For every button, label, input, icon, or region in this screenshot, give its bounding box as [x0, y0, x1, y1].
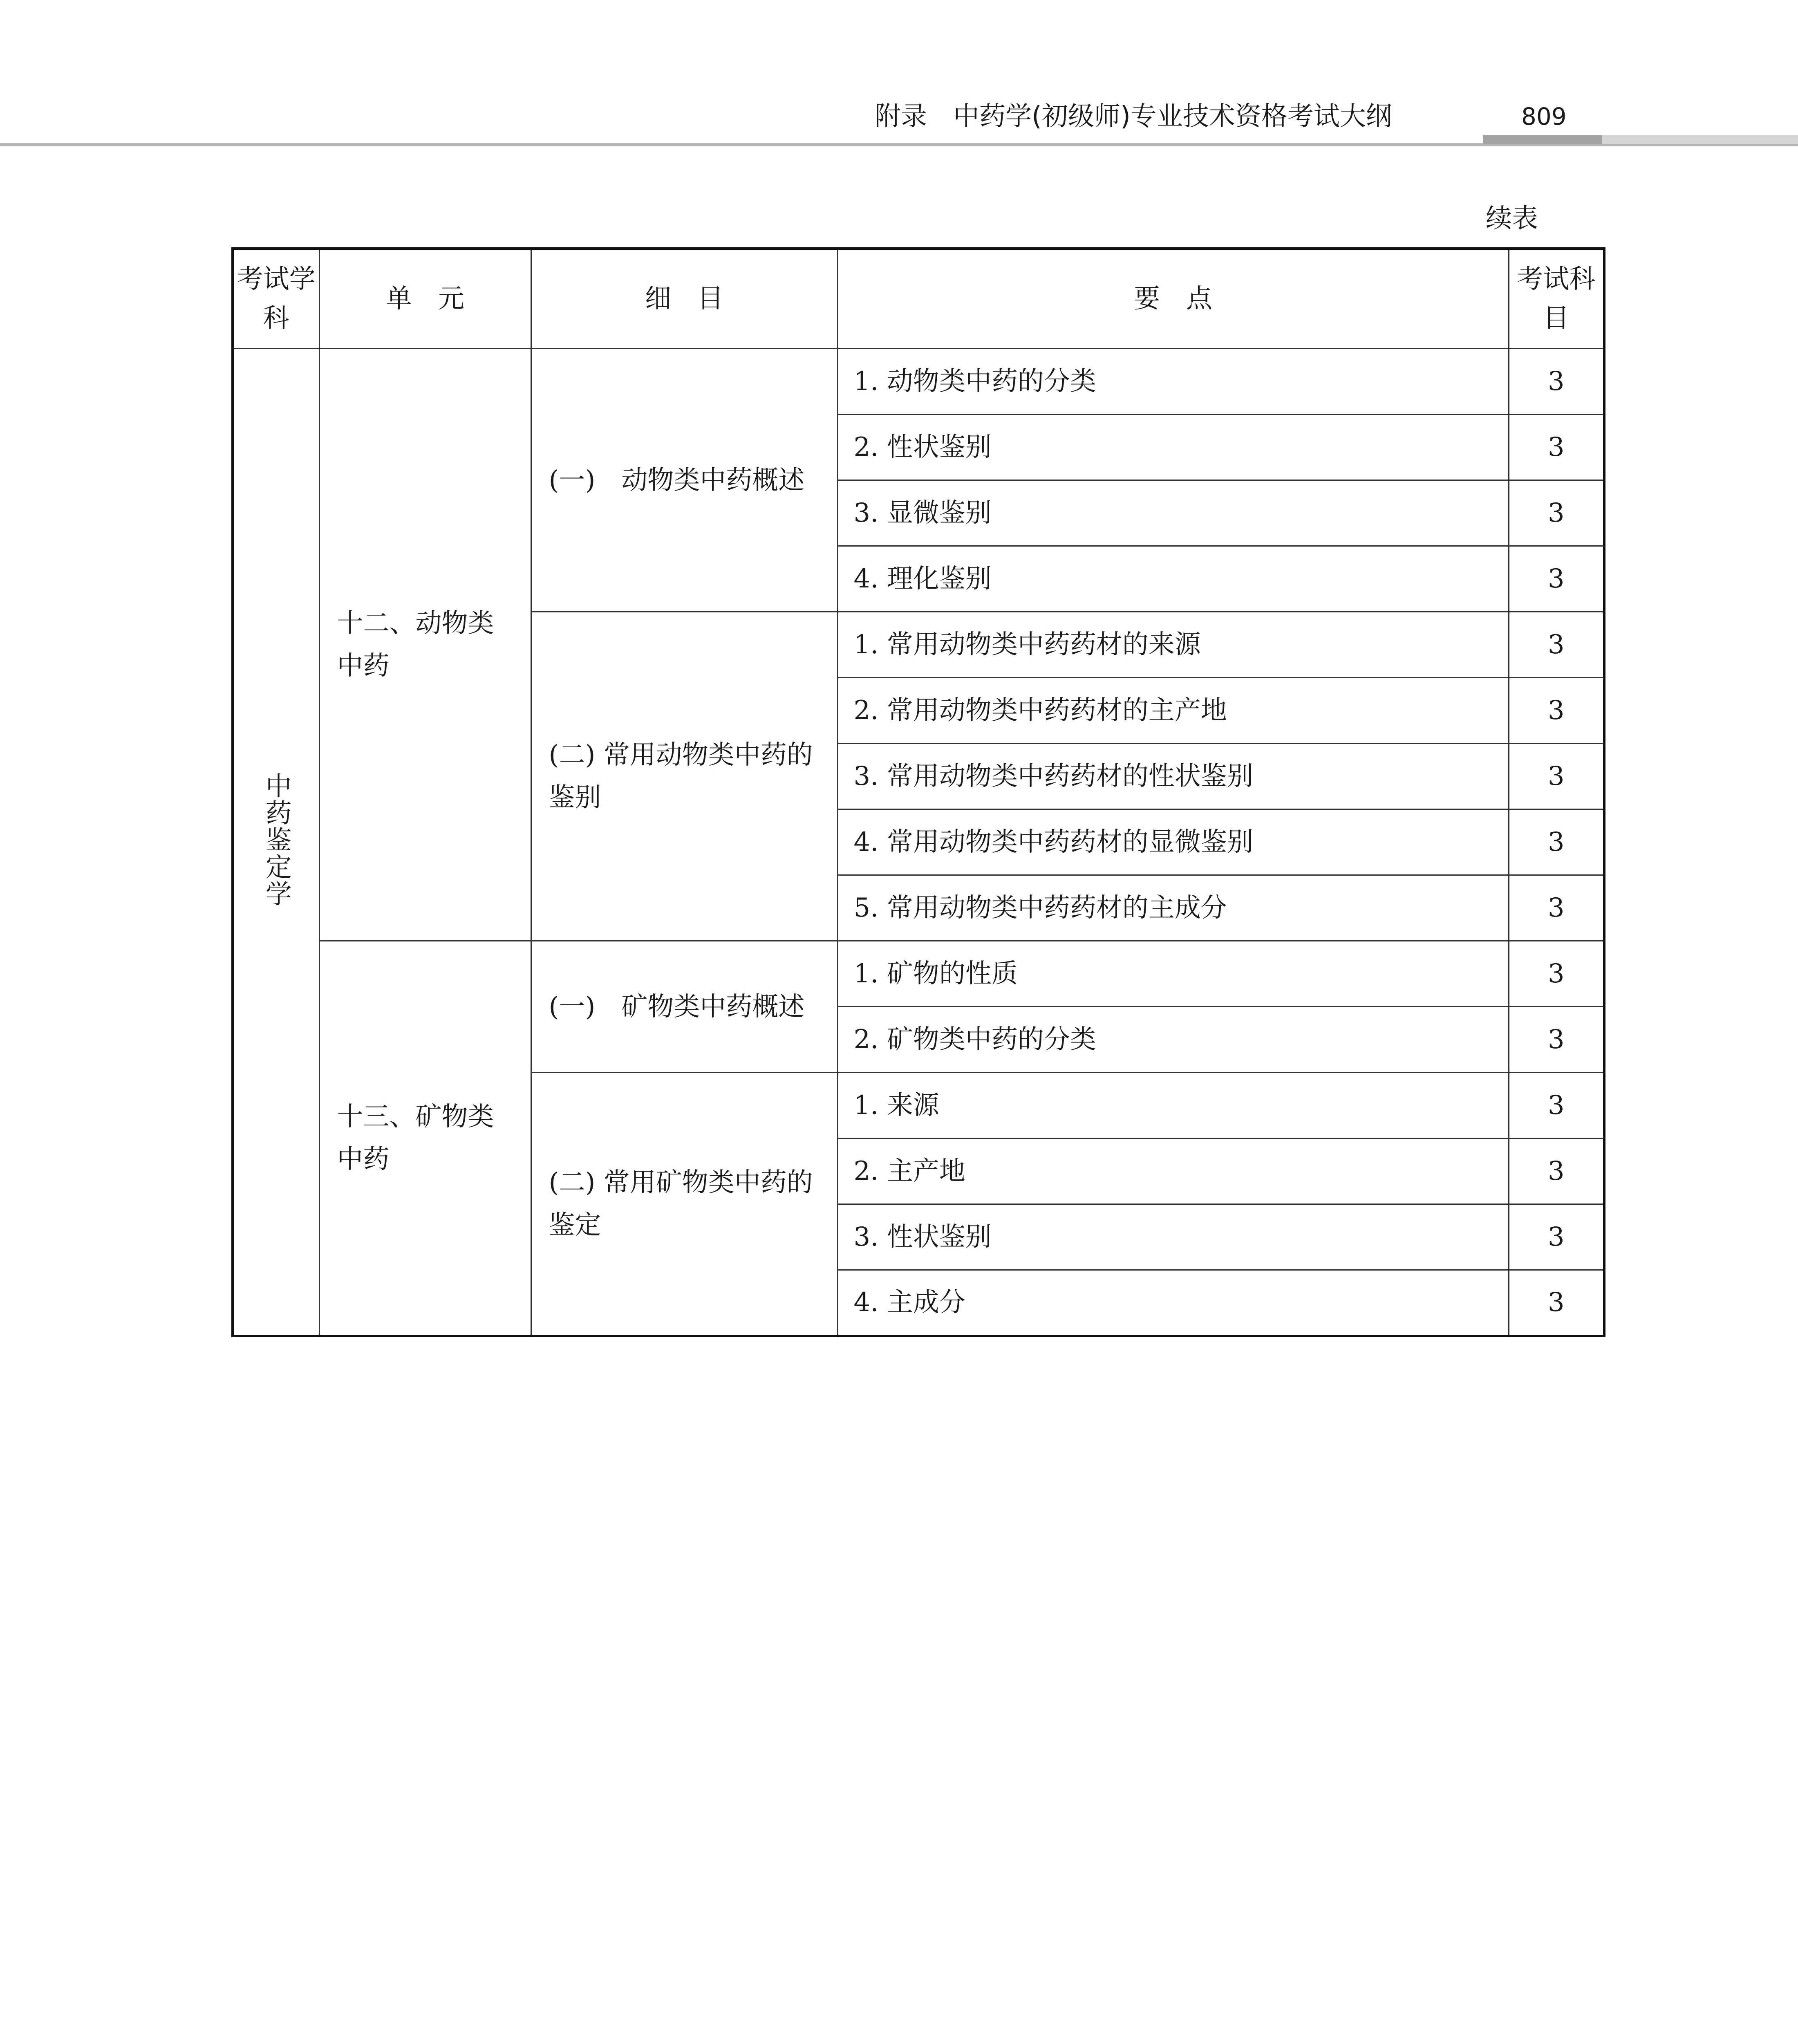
detail-cell: (二) 常用动物类中药的鉴别: [531, 612, 837, 941]
unit-cell: 十三、矿物类中药: [319, 941, 531, 1336]
level-cell: 3: [1509, 1007, 1604, 1073]
level-cell: 3: [1509, 875, 1604, 941]
point-cell: 1. 动物类中药的分类: [837, 349, 1509, 415]
detail-cell: (一) 动物类中药概述: [531, 349, 837, 612]
point-cell: 2. 常用动物类中药药材的主产地: [837, 678, 1509, 744]
header-accent-bar-light: [1602, 135, 1798, 144]
column-header-level: 考试科目: [1509, 249, 1604, 349]
point-cell: 2. 主产地: [837, 1139, 1509, 1204]
level-cell: 3: [1509, 546, 1604, 612]
level-cell: 3: [1509, 1073, 1604, 1139]
level-cell: 3: [1509, 1204, 1604, 1270]
header-accent-bar-dark: [1483, 135, 1602, 144]
level-cell: 3: [1509, 349, 1604, 415]
level-cell: 3: [1509, 744, 1604, 809]
level-cell: 3: [1509, 678, 1604, 744]
level-cell: 3: [1509, 415, 1604, 480]
level-cell: 3: [1509, 480, 1604, 546]
point-cell: 3. 显微鉴别: [837, 480, 1509, 546]
point-cell: 3. 常用动物类中药药材的性状鉴别: [837, 744, 1509, 809]
syllabus-table: [231, 247, 1605, 1337]
detail-cell: (二) 常用矿物类中药的鉴定: [531, 1073, 837, 1336]
level-cell: 3: [1509, 1270, 1604, 1336]
level-cell: 3: [1509, 1139, 1604, 1204]
point-cell: 1. 来源: [837, 1073, 1509, 1139]
point-cell: 1. 常用动物类中药药材的来源: [837, 612, 1509, 678]
point-cell: 1. 矿物的性质: [837, 941, 1509, 1007]
subject-name: 中药鉴定学: [261, 772, 291, 907]
table-row: [233, 941, 1604, 1007]
running-title: 附录 中药学(初级师)专业技术资格考试大纲: [875, 101, 1392, 132]
column-header-detail: 细 目: [531, 249, 837, 349]
column-header-subject: 考试学科: [233, 249, 319, 349]
point-cell: 3. 性状鉴别: [837, 1204, 1509, 1270]
unit-cell: 十二、动物类中药: [319, 349, 531, 941]
detail-cell: (一) 矿物类中药概述: [531, 941, 837, 1073]
point-cell: 4. 常用动物类中药药材的显微鉴别: [837, 809, 1509, 875]
level-cell: 3: [1509, 809, 1604, 875]
point-cell: 2. 性状鉴别: [837, 415, 1509, 480]
continued-label: 续表: [1486, 204, 1538, 234]
point-cell: 4. 主成分: [837, 1270, 1509, 1336]
table-row: [233, 349, 1604, 415]
point-cell: 4. 理化鉴别: [837, 546, 1509, 612]
point-cell: 2. 矿物类中药的分类: [837, 1007, 1509, 1073]
column-header-unit: 单 元: [319, 249, 531, 349]
page-number: 809: [1521, 103, 1567, 130]
level-cell: 3: [1509, 612, 1604, 678]
table-header-row: [233, 249, 1604, 349]
column-header-point: 要 点: [837, 249, 1509, 349]
level-cell: 3: [1509, 941, 1604, 1007]
subject-cell: [233, 349, 319, 1336]
point-cell: 5. 常用动物类中药药材的主成分: [837, 875, 1509, 941]
